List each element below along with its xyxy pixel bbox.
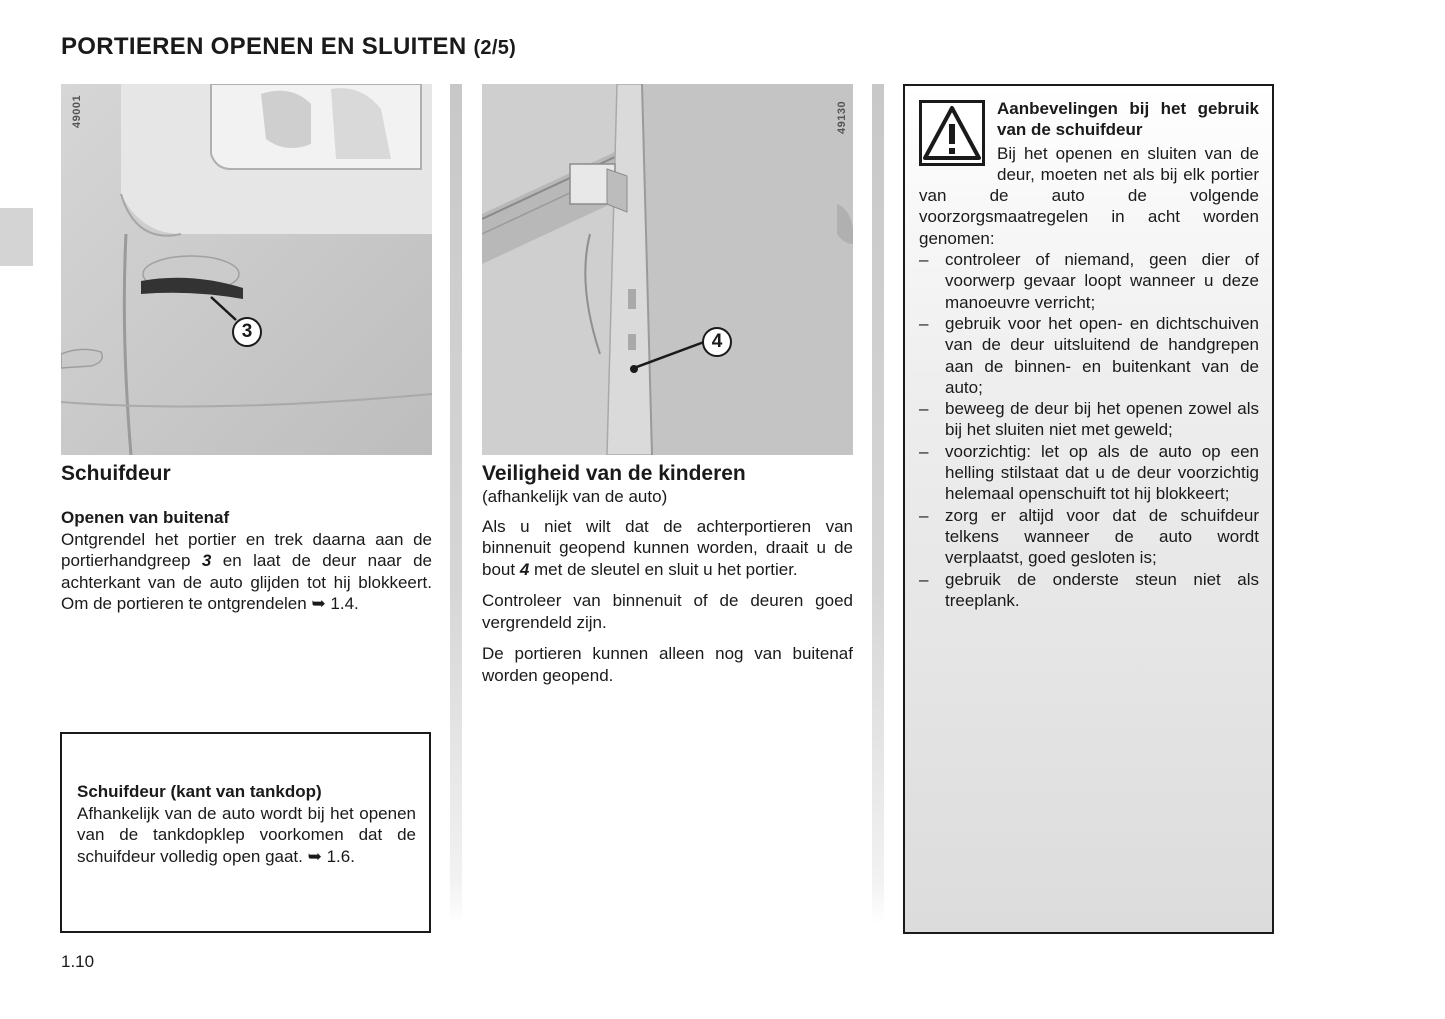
warning-box (903, 84, 1274, 934)
arrow-icon: ➥ (311, 594, 326, 613)
section-heading-kinderen: Veiligheid van de kinderen (482, 462, 746, 485)
page-title (61, 33, 516, 61)
warning-list (919, 249, 1259, 611)
middle-column (482, 462, 853, 696)
subheading-openen: Openen van buitenaf (61, 508, 230, 527)
arrow-icon: ➥ (307, 846, 322, 866)
dash: – (919, 569, 929, 589)
text: met de sleutel en sluit u het portier. (529, 559, 798, 579)
ref-4: 4 (519, 559, 530, 579)
callout-4: 4 (702, 327, 732, 357)
list-item (919, 505, 1259, 569)
text: voorzichtig: let op als de auto op een helling stilstaat dat u de deur voorzichtig helemaal openschuift tot hij blokkeert; (945, 441, 1259, 504)
text: gebruik voor het open- en dichtschuiven van de deur uitsluitend de handgrepen aan de binnen- en buitenkant van de auto; (945, 313, 1259, 397)
paragraph-controleer: Controleer van binnenuit of de deuren goed vergrendeld zijn. (482, 591, 853, 632)
column-separator-2 (872, 84, 884, 924)
list-item (919, 441, 1259, 505)
section-heading-schuifdeur: Schuifdeur (61, 462, 171, 485)
info-box-text (77, 803, 416, 868)
text: beweeg de deur bij het openen zowel als bij het sluiten niet met geweld; (945, 399, 1259, 440)
text: Afhankelijk van de auto wordt bij het openen van de tankdopklep voorkomen dat de schuifdeur volledig open gaat. (77, 803, 416, 866)
text: zorg er altijd voor dat de schuifdeur telkens wanneer de auto wordt verplaatst, goed gesloten is; (945, 505, 1259, 568)
warning-intro: Bij het openen en sluiten van de deur, moeten net als bij elk portier van de auto de volgende voorzorgsmaatregelen in acht worden genomen: (919, 143, 1259, 248)
list-item (919, 569, 1259, 612)
paragraph-kinderslot (482, 516, 853, 581)
page-number: 1.10 (61, 952, 95, 971)
warning-title: Aanbevelingen bij het gebruik van de schuifdeur (997, 99, 1259, 140)
page-ref: 1.4. (325, 594, 359, 613)
figure-code: 49001 (71, 94, 83, 128)
child-lock-illustration (482, 84, 853, 455)
dash: – (919, 441, 929, 461)
text: gebruik de onderste steun niet als treeplank. (945, 569, 1259, 610)
callout-3: 3 (232, 317, 262, 347)
figure-sliding-door-handle (61, 84, 432, 455)
warning-content (919, 98, 1259, 611)
ref-3: 3 (201, 551, 212, 570)
title-text: PORTIEREN OPENEN EN SLUITEN (61, 33, 467, 60)
info-box-content (77, 781, 416, 867)
info-box-tankdop (60, 732, 431, 933)
figure-child-lock (482, 84, 853, 455)
paragraph-buitenaf: De portieren kunnen alleen nog van buitenaf worden geopend. (482, 644, 853, 685)
dash: – (919, 399, 929, 419)
warning-triangle-icon (919, 100, 985, 166)
text: controleer of niemand, geen dier of voorwerp gevaar loopt wanneer u deze manoeuvre verricht; (945, 250, 1259, 312)
left-body (61, 507, 432, 615)
info-box-title: Schuifdeur (kant van tankdop) (77, 782, 322, 801)
door-handle-illustration (61, 84, 432, 455)
page-ref: 1.6. (321, 846, 355, 866)
list-item (919, 313, 1259, 398)
dash: – (919, 250, 929, 270)
text: Als u niet wilt dat de achterportieren van binnenuit geopend kunnen worden, draait u de bout (482, 516, 853, 579)
left-column (61, 462, 432, 625)
title-part: (2/5) (473, 37, 517, 59)
dash: – (919, 505, 929, 525)
section-tab (0, 208, 33, 266)
paragraph-openen (61, 529, 432, 615)
middle-body (482, 486, 853, 686)
list-item (919, 398, 1259, 441)
text: en laat de deur naar de achterkant van de auto glijden tot hij blokkeert. Om de portieren te ontgrendelen (61, 551, 432, 613)
subheading-afhankelijk: (afhankelijk van de auto) (482, 487, 668, 506)
figure-code: 49130 (836, 100, 848, 134)
dash: – (919, 313, 929, 333)
column-separator-1 (450, 84, 462, 924)
list-item (919, 249, 1259, 313)
text: Ontgrendel het portier en trek daarna aan de portierhandgreep (61, 529, 432, 570)
